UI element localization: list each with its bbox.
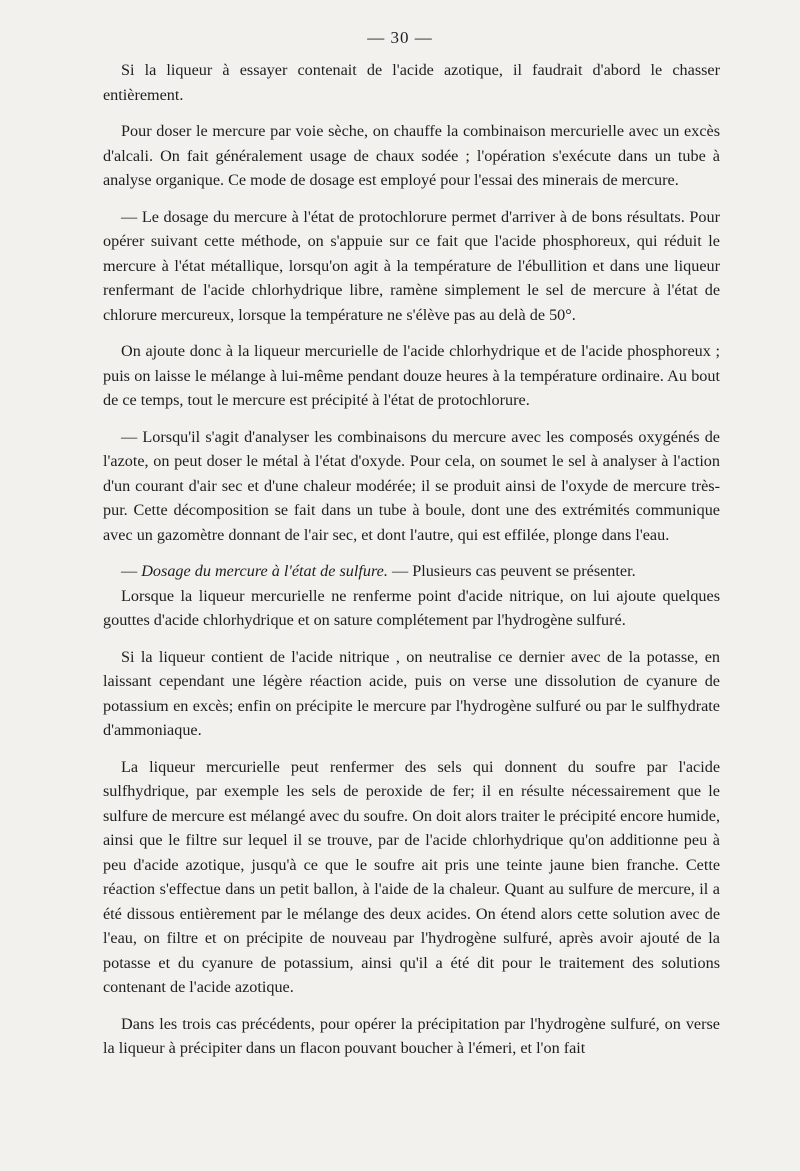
paragraph-4: On ajoute donc à la liqueur mercurielle de l'acide chlorhydrique et de l'acide phosphoreux ; puis on laisse le mélange à lui-même pendant douze heures à la température ordinaire. Au bout de ce temps, tout le mercure est précipité à l'état de protochlorure. — [103, 342, 720, 409]
paragraph-1: Si la liqueur à essayer contenait de l'acide azotique, il faudrait d'abord le chasser entièrement. — [103, 61, 720, 104]
section-heading-sulfure — [103, 559, 720, 584]
page-number: — 30 — — [367, 28, 433, 47]
paragraph-2: Pour doser le mercure par voie sèche, on chauffe la combinaison mercurielle avec un excès d'alcali. On fait généralement usage de chaux sodée ; l'opération s'exécute dans un tube à analyse organique. Ce mode de dosage est employé pour l'essai des minerais de mercure. — [103, 122, 720, 189]
paragraph-5: — Lorsqu'il s'agit d'analyser les combinaisons du mercure avec les composés oxygénés de l'azote, on peut doser le métal à l'état d'oxyde. Pour cela, on soumet le sel à analyser à l'action d'un courant d'air sec et d'une chaleur modérée; il se produit ainsi de l'oxyde de mercure très-pur. Cette décomposition se fait dans un tube à boule, dont une des extrémités communique avec un gazomètre donnant de l'air sec, et dont l'autre, qui est effilée, plonge dans l'eau. — [103, 427, 720, 544]
paragraph-8: Si la liqueur contient de l'acide nitrique , on neutralise ce dernier avec de la potasse, en laissant cependant une légère réaction acide, puis on verse une dissolution de cyanure de potassium en excès; enfin on précipite le mercure par l'hydrogène sulfuré ou par le sulfhydrate d'ammoniaque. — [103, 647, 720, 739]
heading-title: Dosage du mercure à l'état de sulfure. — [141, 562, 388, 580]
heading-prefix: — — [121, 562, 142, 580]
paragraph-9: La liqueur mercurielle peut renfermer des sels qui donnent du soufre par l'acide sulfhydrique, par exemple les sels de peroxide de fer; il en résulte nécessairement que le sulfure de mercure est mélangé avec du soufre. On doit alors traiter le précipité encore humide, ainsi que le filtre sur lequel il se trouve, par de l'acide chlorhydrique qu'on additionne peu à peu d'acide azotique, jusqu'à ce que le soufre ait pris une teinte jaune bien franche. Cette réaction s'effectue dans un petit ballon, à l'aide de la chaleur. Quant au sulfure de mercure, il a été dissous entièrement par le mélange des deux acides. On étend alors cette solution avec de l'eau, on filtre et on précipite de nouveau par l'hydrogène sulfuré, après avoir ajouté de la potasse et du cyanure de potassium, ainsi qu'il a été dit pour le traitement des solutions contenant de l'acide azotique. — [103, 757, 720, 996]
paragraph-3: — Le dosage du mercure à l'état de protochlorure permet d'arriver à de bons résultats. Pour opérer suivant cette méthode, on s'appuie sur ce fait que l'acide phosphoreux, qui réduit le mercure à l'état métallique, lorsqu'on agit à la température de l'ébullition et dans une liqueur renfermant de l'acide chlorhydrique libre, ramène simplement le sel de mercure à l'état de chlorure mercureux, lorsque la température ne s'élève pas au delà de 50°. — [103, 207, 720, 324]
paragraph-7: Lorsque la liqueur mercurielle ne renferme point d'acide nitrique, on lui ajoute quelques gouttes d'acide chlorhydrique et on sature complétement par l'hydrogène sulfuré. — [103, 586, 720, 629]
body-text — [103, 58, 720, 1061]
paragraph-10: Dans les trois cas précédents, pour opérer la précipitation par l'hydrogène sulfuré, on verse la liqueur à précipiter dans un flacon pouvant boucher à l'émeri, et l'on fait — [103, 1014, 720, 1057]
heading-suffix: — Plusieurs cas peuvent se présenter. — [387, 562, 636, 580]
